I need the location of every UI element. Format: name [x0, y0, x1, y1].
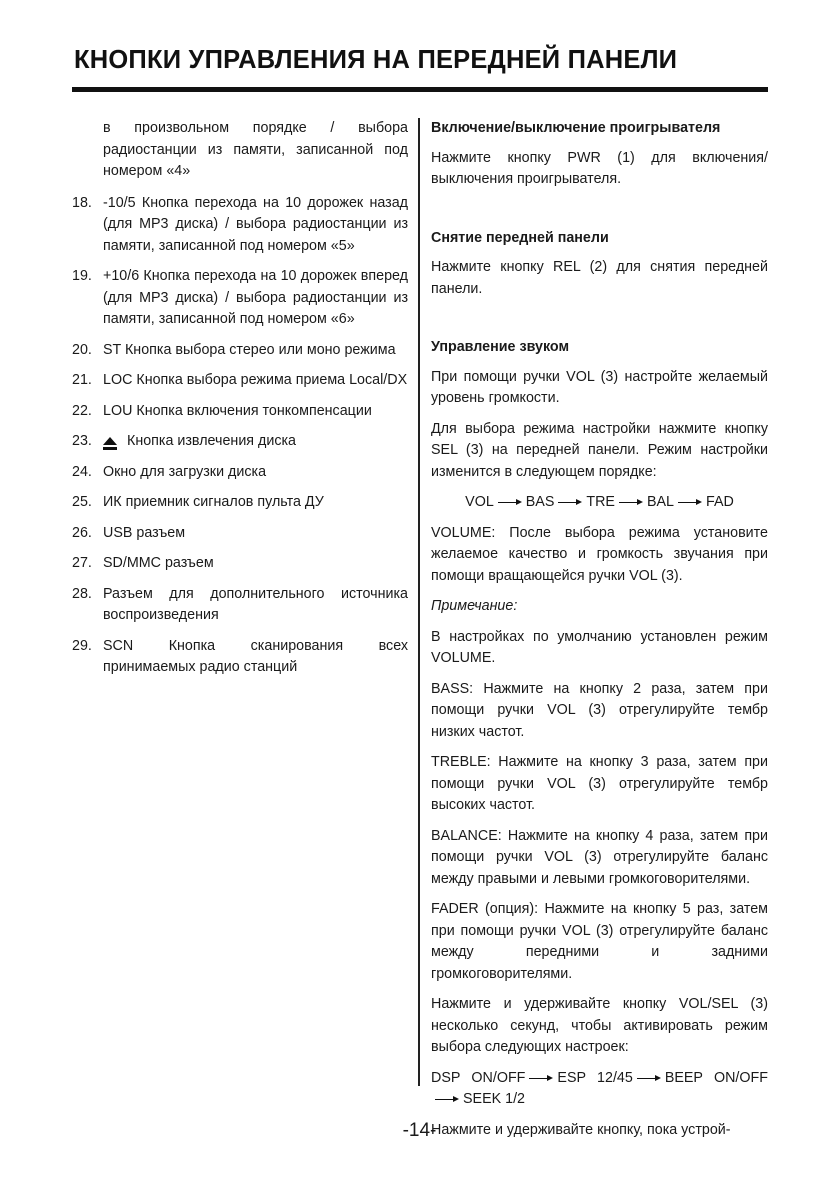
continuation-text: в произвольном порядке / выбора радиостанции из памяти, записанной под номером «4»: [103, 120, 408, 179]
eject-icon: [103, 437, 117, 445]
item-number: 18.: [72, 194, 92, 211]
list-item: [72, 266, 408, 331]
item-text: -10/5 Кнопка перехода на 10 дорожек назад (для MP3 диска) / выбора радиостанции из памяти, записанной под номером «5»: [103, 194, 408, 254]
column-divider: [418, 118, 420, 1086]
item-number: 24.: [72, 463, 92, 480]
left-column: [72, 118, 408, 688]
paragraph: Нажмите и удерживайте кнопку, пока устрой-: [431, 1121, 731, 1138]
page-title: КНОПКИ УПРАВЛЕНИЯ НА ПЕРЕДНЕЙ ПАНЕЛИ: [74, 46, 678, 74]
list-item: [72, 193, 408, 258]
item-text: SD/MMC разъем: [103, 555, 214, 571]
paragraph: VOLUME: После выбора режима установите желаемое качество и громкость звучания при помощи вращающейся ручки VOL (3).: [431, 524, 768, 584]
section-heading-power: Включение/выключение проигрывателя: [431, 120, 721, 136]
sequence-step: VOL: [465, 494, 494, 510]
list-item: [72, 340, 408, 362]
item-text: Кнопка извлечения диска: [126, 433, 297, 449]
item-number: 21.: [72, 372, 92, 388]
list-item: [72, 401, 408, 423]
arrow-right-icon: [498, 498, 522, 506]
list-item: [72, 523, 408, 545]
mode-sequence: [431, 492, 768, 514]
arrow-right-icon: [529, 1074, 553, 1082]
right-column: [431, 118, 768, 1150]
item-number: 19.: [72, 268, 92, 284]
page-number: -14-: [402, 1120, 437, 1141]
arrow-right-icon: [435, 1095, 459, 1103]
item-number: 25.: [72, 494, 92, 510]
title-underline: [72, 87, 768, 92]
item-text: Окно для загрузки диска: [103, 463, 267, 480]
paragraph: TREBLE: Нажмите на кнопку 3 раза, затем при помощи ручки VOL (3) отрегулируйте тембр высоких частот.: [431, 754, 768, 813]
item-text-with-icon: [103, 431, 408, 453]
sequence-step: BAL: [646, 494, 675, 510]
item-number: 23.: [72, 433, 92, 449]
item-text: LOC Кнопка выбора режима приема Local/DX: [103, 372, 408, 388]
sequence-step: ESP 12/45: [557, 1069, 633, 1086]
item-text: ST Кнопка выбора стерео или моно режима: [103, 341, 396, 358]
arrow-right-icon: [678, 498, 702, 506]
section-heading-sound: Управление звуком: [431, 339, 570, 355]
sequence-step: TRE: [586, 494, 615, 510]
item-number: 29.: [72, 637, 92, 654]
arrow-right-icon: [558, 498, 582, 506]
item-text: LOU Кнопка включения тонкомпенсации: [103, 402, 372, 419]
section-gap: [431, 200, 768, 228]
paragraph: Нажмите кнопку REL (2) для снятия передней панели.: [431, 259, 768, 297]
paragraph: Нажмите кнопку PWR (1) для включения/выключения проигрывателя.: [431, 149, 768, 187]
item-text: SCN Кнопка сканирования всех принимаемых радио станций: [103, 637, 408, 675]
settings-sequence: [431, 1068, 768, 1111]
note-label: Примечание:: [431, 598, 518, 614]
paragraph: В настройках по умолчанию установлен режим VOLUME.: [431, 628, 768, 666]
sequence-step: BAS: [525, 494, 555, 510]
sequence-step: DSP ON/OFF: [431, 1069, 526, 1086]
section-heading-panel: Снятие передней панели: [431, 229, 609, 246]
paragraph: BASS: Нажмите на кнопку 2 раза, затем при помощи ручки VOL (3) отрегулируйте тембр низких частот.: [431, 680, 768, 740]
list-item: [72, 584, 408, 627]
item-text: ИК приемник сигналов пульта ДУ: [103, 494, 324, 510]
item-number: 27.: [72, 555, 92, 571]
list-item: [72, 462, 408, 484]
list-item: [72, 553, 408, 575]
list-item: [72, 431, 408, 453]
item-number: 26.: [72, 524, 92, 541]
arrow-right-icon: [637, 1074, 661, 1082]
item-text: Разъем для дополнительного источника воспроизведения: [103, 585, 408, 623]
item-text: +10/6 Кнопка перехода на 10 дорожек вперед (для MP3 диска) / выбора радиостанции из памяти, записанной под номером «6»: [103, 268, 408, 327]
item-number: 28.: [72, 585, 92, 602]
item-text: USB разъем: [103, 524, 186, 541]
list-item: [72, 636, 408, 679]
item-number: 22.: [72, 402, 92, 419]
sequence-step: SEEK 1/2: [463, 1091, 525, 1107]
paragraph: При помощи ручки VOL (3) настройте желаемый уровень громкости.: [431, 368, 768, 406]
list-item: [72, 370, 408, 392]
paragraph: Нажмите и удерживайте кнопку VOL/SEL (3) несколько секунд, чтобы активировать режим выбора следующих настроек:: [431, 996, 768, 1055]
list-item: [72, 492, 408, 514]
paragraph: Для выбора режима настройки нажмите кнопку SEL (3) на передней панели. Режим настройки изменится в следующем порядке:: [431, 420, 768, 480]
paragraph: FADER (опция): Нажмите на кнопку 5 раз, затем при помощи ручки VOL (3) отрегулируйте баланс между передними и задними громкоговорителями.: [431, 901, 768, 982]
item-number: 20.: [72, 341, 92, 358]
arrow-right-icon: [619, 498, 643, 506]
sequence-step: FAD: [706, 494, 734, 510]
section-gap: [431, 309, 768, 337]
sequence-step: BEEP ON/OFF: [664, 1069, 768, 1086]
paragraph: BALANCE: Нажмите на кнопку 4 раза, затем при помощи ручки VOL (3) отрегулируйте баланс между правыми и левыми громкоговорителями.: [431, 827, 768, 887]
